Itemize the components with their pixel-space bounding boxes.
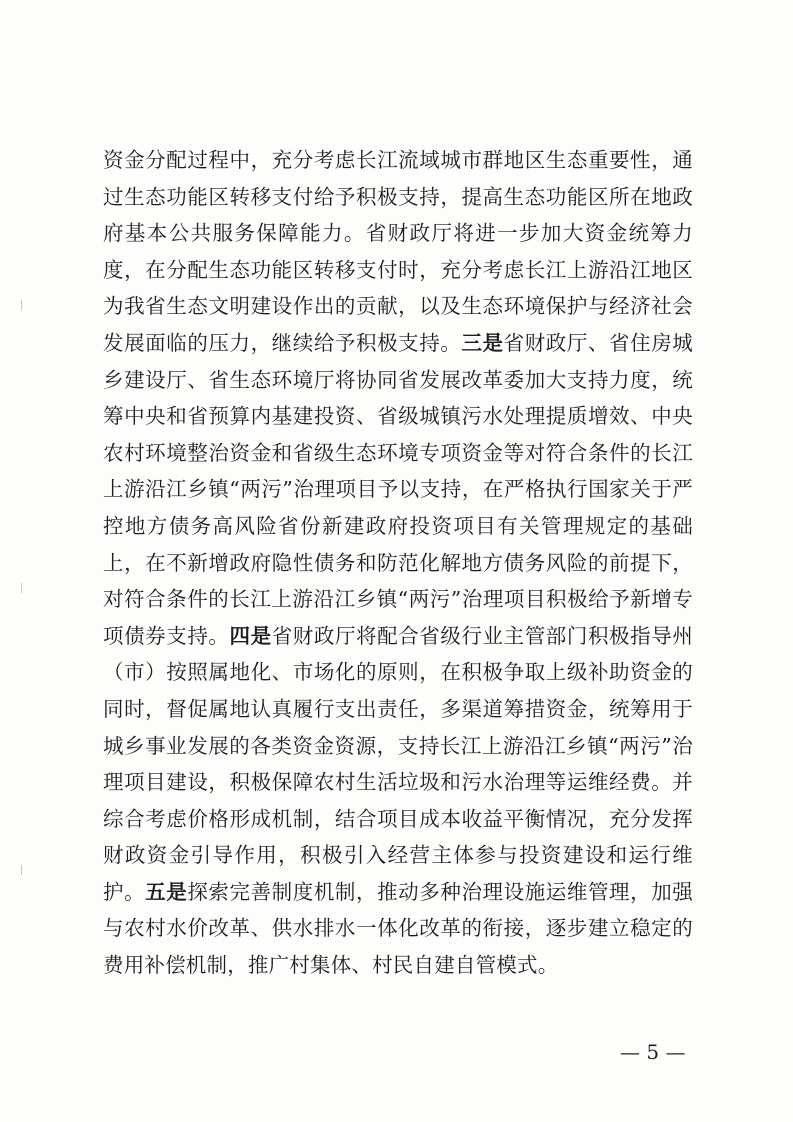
text-run: 资金分配过程中，充分考虑长江流域城市群地区生态重要性，通过生态功能区转移支付给予积极支持，提高生态功能区所在地政府基本公共服务保障能力。省财政厅将进一步加大资金统筹力度，在分配生态功能区转移支付时，充分考虑长江上游沿江地区为我省生态文明建设作出的贡献，以及生态环境保护与经济社会发展面临的压力，继续给予积极支持。 — [103, 148, 693, 355]
margin-mark — [21, 300, 22, 310]
text-run: 探索完善制度机制，推动多种治理设施运维管理，加强与农村水价改革、供水排水一体化改革的衔接，逐步建立稳定的费用补偿机制，推广村集体、村民自建自管模式。 — [103, 879, 693, 978]
body-paragraph — [103, 142, 693, 984]
text-run: 省财政厅、省住房城乡建设厅、省生态环境厅将协同省发展改革委加大支持力度，统筹中央和省预算内基建投资、省级城镇污水处理提质增效、中央农村环境整治资金和省级生态环境专项资金等对符合条件的长江上游沿江乡镇“两污”治理项目予以支持，在严格执行国家关于严控地方债务高风险省份新建政府投资项目有关管理规定的基础上，在不新增政府隐性债务和防范化解地方债务风险的前提下，对符合条件的长江上游沿江乡镇“两污”治理项目积极给予新增专项债券支持。 — [103, 330, 693, 648]
margin-mark — [21, 865, 22, 875]
section-marker-five: 五是 — [145, 879, 188, 904]
page-number: — 5 — — [620, 1040, 686, 1064]
section-marker-three: 三是 — [461, 330, 504, 355]
section-marker-four: 四是 — [229, 623, 272, 648]
margin-mark — [21, 583, 22, 593]
text-run: 省财政厅将配合省级行业主管部门积极指导州（市）按照属地化、市场化的原则，在积极争取上级补助资金的同时，督促属地认真履行支出责任，多渠道筹措资金，统筹用于城乡事业发展的各类资金资源，支持长江上游沿江乡镇“两污”治理项目建设，积极保障农村生活垃圾和污水治理等运维经费。并综合考虑价格形成机制，结合项目成本收益平衡情况，充分发挥财政资金引导作用，积极引入经营主体参与投资建设和运行维护。 — [103, 623, 693, 904]
